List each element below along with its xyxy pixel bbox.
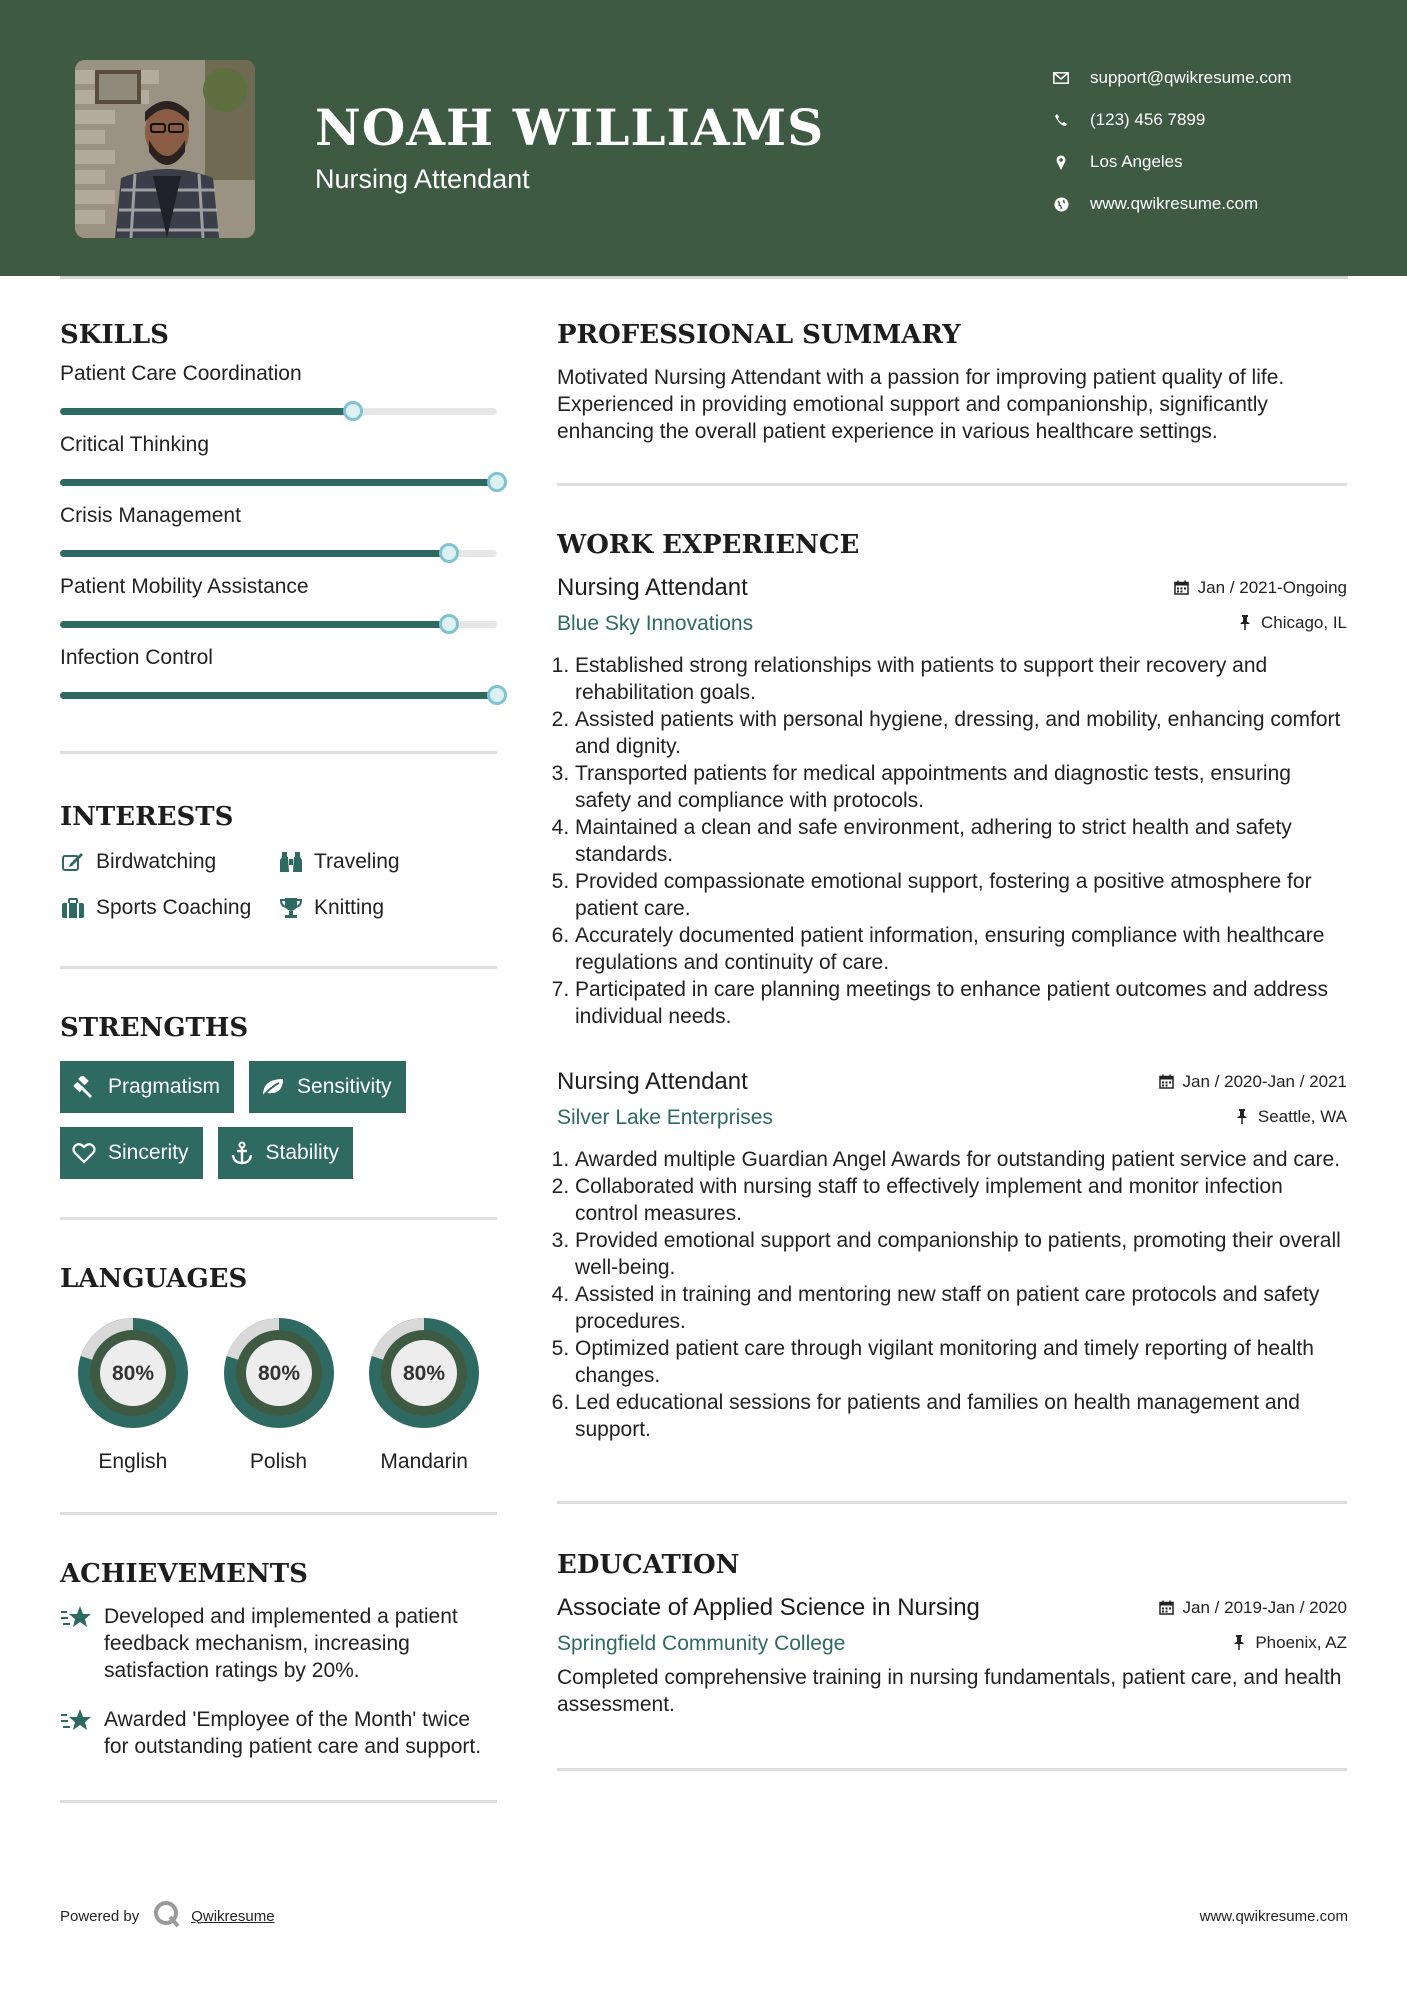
achievement-item: [60, 1706, 497, 1760]
education-title: EDUCATION: [557, 1550, 740, 1580]
job-bullet: 3. Transported patients for medical appointments and diagnostic tests, ensuring safety and compliance with protocols.: [575, 760, 1347, 814]
envelope-icon: [1050, 69, 1072, 87]
strength-tag: [60, 1061, 234, 1113]
skill-bar-knob: [439, 543, 459, 563]
education-location-text: Phoenix, AZ: [1255, 1632, 1347, 1652]
job-bullet: 1. Established strong relationships with patients to support their recovery and rehabilitation goals.: [575, 652, 1347, 706]
heart-icon: [72, 1141, 96, 1165]
language-name: English: [98, 1450, 168, 1473]
skill-bar: [60, 692, 497, 699]
job-bullet: 2. Assisted patients with personal hygiene, dressing, and mobility, enhancing comfort and dignity.: [575, 706, 1347, 760]
contact-phone-text: (123) 456 7899: [1090, 110, 1206, 129]
language-item: [206, 1312, 352, 1474]
skill-item: [60, 575, 497, 628]
job-entry: [557, 1068, 1347, 1443]
skills-title: SKILLS: [60, 320, 169, 350]
interest-label: Traveling: [314, 850, 400, 873]
skill-bar-knob: [439, 614, 459, 634]
briefcase-icon: [60, 895, 86, 921]
strength-label: Sensitivity: [297, 1075, 392, 1098]
interest-item: [278, 892, 478, 924]
job-location-text: Chicago, IL: [1261, 612, 1347, 632]
languages-list: [60, 1312, 497, 1474]
skill-bar-fill: [60, 621, 449, 628]
strength-label: Pragmatism: [108, 1075, 221, 1098]
achievement-text: Developed and implemented a patient feedback mechanism, increasing satisfaction ratings by 20%.: [104, 1605, 458, 1682]
leaf-icon: [261, 1075, 285, 1099]
pin-icon: [1231, 1635, 1247, 1651]
binoculars-icon: [278, 849, 304, 875]
achievements-title: ACHIEVEMENTS: [60, 1559, 308, 1589]
skill-name: Crisis Management: [60, 504, 241, 527]
pin-icon: [1234, 1109, 1250, 1125]
job-bullets: [557, 1146, 1347, 1443]
education-description: Completed comprehensive training in nursing fundamentals, patient care, and health assessment.: [557, 1666, 1342, 1716]
skill-bar: [60, 550, 497, 557]
skill-item: [60, 362, 497, 415]
education-date-text: Jan / 2019-Jan / 2020: [1182, 1597, 1347, 1617]
globe-icon: [1050, 195, 1072, 213]
calendar-icon: [1159, 1074, 1175, 1090]
language-item: [60, 1312, 206, 1474]
job-location-text: Seattle, WA: [1257, 1106, 1347, 1126]
education-header: [557, 1594, 1347, 1622]
job-bullet: 4. Maintained a clean and safe environment, adhering to strict health and safety standards.: [575, 814, 1347, 868]
interests-list: [60, 846, 497, 924]
achievements-list: [60, 1603, 497, 1760]
language-ring: [218, 1312, 340, 1434]
candidate-name: NOAH WILLIAMS: [315, 98, 825, 157]
contact-list: [1050, 57, 1292, 225]
star-award-icon: [60, 1706, 94, 1736]
language-name: Mandarin: [380, 1450, 468, 1473]
contact-email[interactable]: [1050, 57, 1292, 99]
job-bullet: 2. Collaborated with nursing staff to effectively implement and monitor infection control measures.: [575, 1173, 1347, 1227]
school-name: Springfield Community College: [557, 1632, 846, 1655]
interest-item: [60, 846, 278, 878]
job-bullets: [557, 652, 1347, 1030]
strength-tag: [60, 1127, 203, 1179]
skill-bar-fill: [60, 692, 497, 699]
job-date-text: Jan / 2020-Jan / 2021: [1182, 1071, 1347, 1091]
summary-title: PROFESSIONAL SUMMARY: [557, 320, 961, 350]
language-percent: 80%: [111, 1362, 154, 1385]
interest-item: [60, 892, 278, 924]
language-ring: [72, 1312, 194, 1434]
language-ring: [363, 1312, 485, 1434]
language-percent: 80%: [403, 1362, 446, 1385]
company-name: Blue Sky Innovations: [557, 612, 754, 635]
skill-bar-fill: [60, 479, 497, 486]
contact-website-text: www.qwikresume.com: [1090, 194, 1259, 213]
achievement-text: Awarded 'Employee of the Month' twice for outstanding patient care and support.: [104, 1708, 482, 1758]
skill-name: Critical Thinking: [60, 433, 209, 456]
trophy-icon: [278, 895, 304, 921]
pin-icon: [1237, 615, 1253, 631]
skill-name: Patient Care Coordination: [60, 362, 302, 385]
strength-tag: [249, 1061, 406, 1113]
skill-bar-fill: [60, 550, 449, 557]
skill-item: [60, 433, 497, 486]
company-name: Silver Lake Enterprises: [557, 1106, 773, 1129]
strengths-list: [60, 1061, 497, 1179]
job-bullet: 5. Provided compassionate emotional support, fostering a positive atmosphere for patient care.: [575, 868, 1347, 922]
job-subheader: [557, 612, 1347, 636]
left-column: [60, 320, 497, 1803]
education-date: [1159, 1598, 1347, 1618]
section-divider: [557, 483, 1347, 486]
skills-list: [60, 362, 497, 699]
section-divider: [60, 1800, 497, 1803]
contact-email-text: support@qwikresume.com: [1090, 68, 1292, 87]
map-pin-icon: [1050, 153, 1072, 171]
right-column: [557, 320, 1347, 1771]
interest-label: Knitting: [314, 896, 385, 919]
job-bullet: 6. Led educational sessions for patients and families on health management and support.: [575, 1389, 1347, 1443]
strength-label: Stability: [265, 1141, 340, 1164]
job-bullet: 6. Accurately documented patient information, ensuring compliance with healthcare regulations and continuity of care.: [575, 922, 1347, 976]
job-title: Nursing Attendant: [557, 1068, 748, 1095]
summary-text: Motivated Nursing Attendant with a passion for improving patient quality of life. Experienced in providing emotional support and companionship, significantly enhancing the overall patient experience in various healthcare settings.: [557, 366, 1285, 443]
calendar-icon: [1159, 1600, 1175, 1616]
interest-item: [278, 846, 478, 878]
qwikresume-logo-icon: [153, 1900, 181, 1932]
skill-bar: [60, 408, 497, 415]
job-location: [1237, 613, 1347, 633]
star-award-icon: [60, 1603, 94, 1633]
skill-bar-knob: [487, 472, 507, 492]
skill-name: Infection Control: [60, 646, 213, 669]
section-divider: [557, 1768, 1347, 1771]
interest-label: Sports Coaching: [96, 896, 252, 919]
section-divider: [60, 1512, 497, 1515]
strength-label: Sincerity: [108, 1141, 189, 1164]
job-title: Nursing Attendant: [557, 574, 748, 601]
interests-title: INTERESTS: [60, 802, 234, 832]
skill-item: [60, 504, 497, 557]
profile-photo: [75, 60, 255, 238]
degree-name: Associate of Applied Science in Nursing: [557, 1594, 980, 1621]
job-bullet: 4. Assisted in training and mentoring new staff on patient care protocols and safety procedures.: [575, 1281, 1347, 1335]
job-entry: [557, 574, 1347, 1030]
page-footer: [60, 1900, 1348, 1932]
powered-by: [60, 1900, 275, 1932]
powered-by-label: Powered by: [60, 1907, 140, 1925]
interest-label: Birdwatching: [96, 850, 217, 873]
job-bullet: 3. Provided emotional support and companionship to patients, promoting their overall well-being.: [575, 1227, 1347, 1281]
footer-url[interactable]: www.qwikresume.com: [1199, 1907, 1348, 1925]
skill-name: Patient Mobility Assistance: [60, 575, 309, 598]
section-divider: [60, 966, 497, 969]
strength-tag: [218, 1127, 354, 1179]
language-name: Polish: [249, 1450, 308, 1473]
strengths-title: STRENGTHS: [60, 1013, 249, 1043]
header-divider: [60, 276, 1348, 279]
skill-bar-knob: [487, 685, 507, 705]
section-divider: [557, 1501, 1347, 1504]
job-header: [557, 574, 1347, 602]
job-date: [1159, 1072, 1347, 1092]
candidate-role: Nursing Attendant: [315, 164, 530, 194]
education-subheader: [557, 1632, 1347, 1656]
phone-icon: [1050, 111, 1072, 129]
skill-item: [60, 646, 497, 699]
skill-bar-fill: [60, 408, 353, 415]
education-entry: [557, 1594, 1347, 1718]
job-bullet: 7. Participated in care planning meetings to enhance patient outcomes and address individual needs.: [575, 976, 1347, 1030]
education-location: [1231, 1633, 1347, 1653]
skill-bar: [60, 479, 497, 486]
contact-phone[interactable]: [1050, 99, 1292, 141]
experience-title: WORK EXPERIENCE: [557, 530, 860, 560]
language-item: [351, 1312, 497, 1474]
contact-location-text: Los Angeles: [1090, 152, 1183, 171]
edit-icon: [60, 849, 86, 875]
job-location: [1234, 1107, 1347, 1127]
job-bullet: 5. Optimized patient care through vigilant monitoring and timely reporting of health changes.: [575, 1335, 1347, 1389]
section-divider: [60, 751, 497, 754]
language-percent: 80%: [257, 1362, 300, 1385]
job-date: [1174, 578, 1347, 598]
job-subheader: [557, 1106, 1347, 1130]
anchor-icon: [230, 1141, 254, 1165]
skill-bar: [60, 621, 497, 628]
contact-location: [1050, 141, 1292, 183]
contact-website[interactable]: [1050, 183, 1292, 225]
calendar-icon: [1174, 580, 1190, 596]
gavel-icon: [72, 1075, 96, 1099]
section-divider: [60, 1217, 497, 1220]
qwikresume-link[interactable]: Qwikresume: [191, 1907, 275, 1925]
job-date-text: Jan / 2021-Ongoing: [1197, 577, 1347, 597]
achievement-item: [60, 1603, 497, 1684]
languages-title: LANGUAGES: [60, 1264, 248, 1294]
skill-bar-knob: [343, 401, 363, 421]
job-bullet: 1. Awarded multiple Guardian Angel Awards for outstanding patient service and care.: [575, 1146, 1347, 1173]
resume-header: [0, 0, 1407, 276]
job-header: [557, 1068, 1347, 1096]
